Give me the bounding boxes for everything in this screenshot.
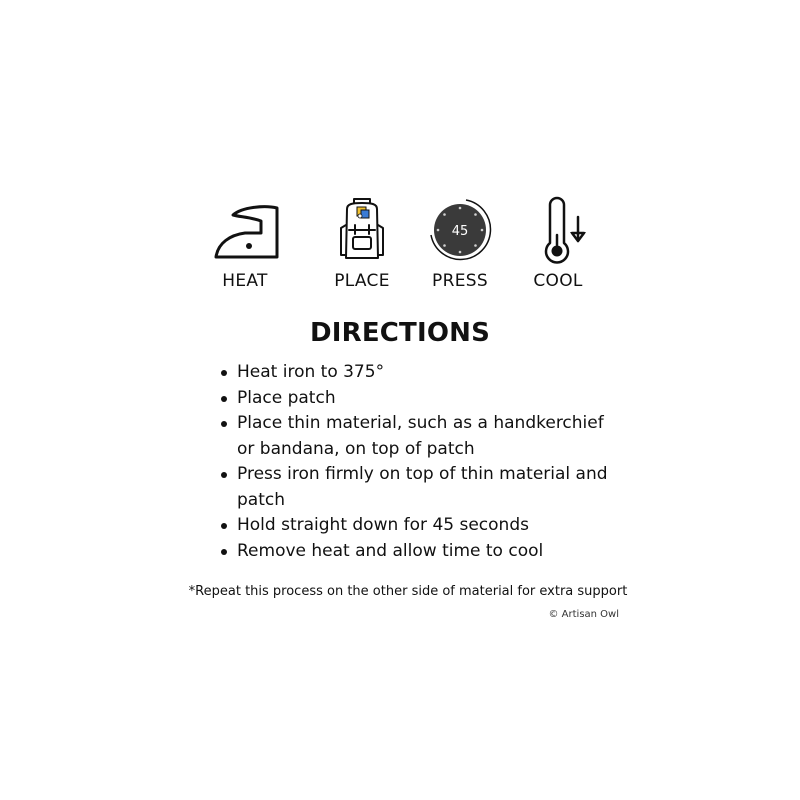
timer-value: 45 <box>451 224 469 239</box>
directions-list <box>218 360 618 564</box>
backpack-icon <box>327 195 397 265</box>
list-item: Place thin material, such as a handkerchief or bandana, on top of patch <box>218 411 618 462</box>
timer-icon <box>425 195 495 265</box>
list-item: Place patch <box>218 386 618 412</box>
step-label-press: PRESS <box>432 271 488 291</box>
step-cool <box>513 195 603 291</box>
steps-row <box>195 195 605 295</box>
list-item: Press iron firmly on top of thin material and patch <box>218 462 618 513</box>
step-heat <box>200 195 290 291</box>
list-item: Remove heat and allow time to cool <box>218 539 618 565</box>
step-place <box>317 195 407 291</box>
list-item: Hold straight down for 45 seconds <box>218 513 618 539</box>
copyright: © Artisan Owl <box>548 609 619 620</box>
footnote: *Repeat this process on the other side of material for extra support <box>188 584 628 599</box>
list-item: Heat iron to 375° <box>218 360 618 386</box>
step-label-cool: COOL <box>533 271 583 291</box>
directions-title: DIRECTIONS <box>309 318 491 348</box>
step-press <box>415 195 505 291</box>
thermometer-down-icon <box>523 195 593 265</box>
step-label-heat: HEAT <box>222 271 268 291</box>
step-label-place: PLACE <box>334 271 390 291</box>
iron-icon <box>210 195 280 265</box>
